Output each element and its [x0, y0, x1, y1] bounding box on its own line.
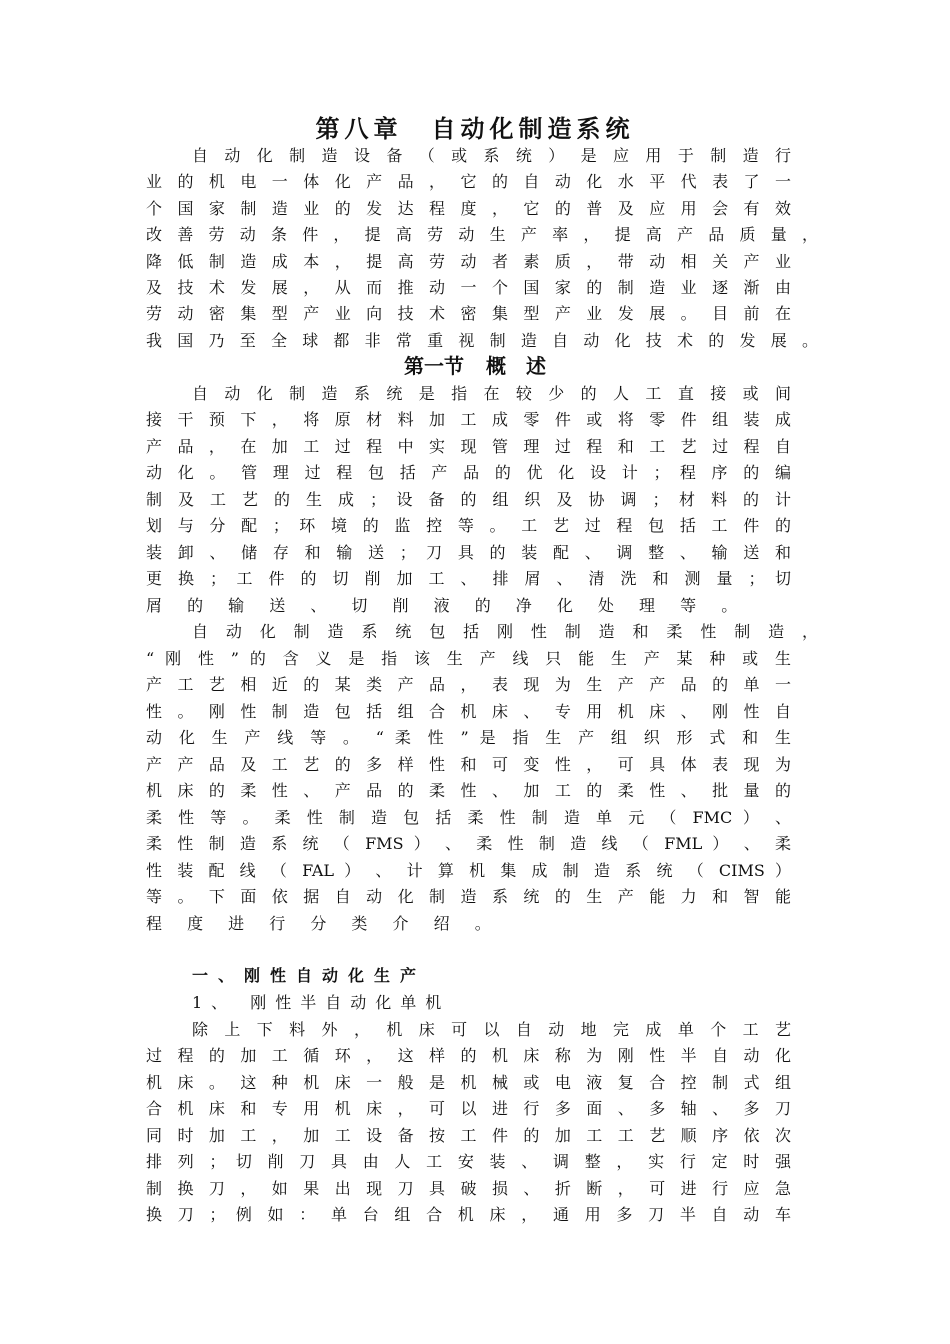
para2-line: 等 。 下 面 依 据 自 动 化 制 造 系 统 的 生 产 能 力 和 智 能: [146, 887, 791, 906]
para2-line: 柔 性 制 造 系 统 （ FMS ） 、 柔 性 制 造 线 （ FML ） 、 柔: [146, 834, 791, 853]
para2-line: 程 度 进 行 分 类 介 绍 。: [146, 914, 501, 933]
section-number: 第一节: [404, 354, 464, 378]
para3-line: 过 程 的 加 工 循 环 ， 这 样 的 机 床 称 为 刚 性 半 自 动 化: [146, 1046, 791, 1065]
para1-line: 更 换 ； 工 件 的 切 削 加 工 、 排 屑 、 清 洗 和 测 量 ； 切: [146, 569, 791, 588]
para1-line: 划 与 分 配 ； 环 境 的 监 控 等 。 工 艺 过 程 包 括 工 件 的: [146, 516, 791, 535]
para3-line: 排 列 ； 切 削 刀 具 由 人 工 安 装 、 调 整 ， 实 行 定 时 强: [146, 1152, 791, 1171]
para3-line: 换 刀 ； 例 如 ： 单 台 组 合 机 床 ， 通 用 多 刀 半 自 动 车: [146, 1205, 791, 1224]
para2-line: 产 产 品 及 工 艺 的 多 样 性 和 可 变 性 ， 可 具 体 表 现 为: [146, 755, 791, 774]
para2-line: 性 装 配 线 （ FAL ） 、 计 算 机 集 成 制 造 系 统 （ CIMS ）: [146, 861, 791, 880]
para1-line: 动 化 。 管 理 过 程 包 括 产 品 的 优 化 设 计 ； 程 序 的 编: [146, 463, 791, 482]
para1-line: 屑 的 输 送 、 切 削 液 的 净 化 处 理 等 。: [146, 596, 748, 615]
para3-line: 制 换 刀 ， 如 果 出 现 刀 具 破 损 、 折 断 ， 可 进 行 应 急: [146, 1179, 791, 1198]
para2-line: 动 化 生 产 线 等 。 “ 柔 性 ” 是 指 生 产 组 织 形 式 和 生: [146, 728, 791, 747]
para2-line: “ 刚 性 ” 的 含 义 是 指 该 生 产 线 只 能 生 产 某 种 或 生: [146, 649, 791, 668]
para1-line: 制 及 工 艺 的 生 成 ； 设 备 的 组 织 及 协 调 ； 材 料 的 计: [146, 490, 791, 509]
intro-line: 个 国 家 制 造 业 的 发 达 程 度 ， 它 的 普 及 应 用 会 有 效: [146, 199, 791, 218]
intro-line: 改 善 劳 动 条 件 ， 提 高 劳 动 生 产 率 ， 提 高 产 品 质 量 ，: [146, 225, 818, 244]
para2-line: 柔 性 等 。 柔 性 制 造 包 括 柔 性 制 造 单 元 （ FMC ） 、: [146, 808, 791, 827]
para3-line: 同 时 加 工 ， 加 工 设 备 按 工 件 的 加 工 工 艺 顺 序 依 次: [146, 1126, 791, 1145]
para1-line: 产 品 ， 在 加 工 过 程 中 实 现 管 理 过 程 和 工 艺 过 程 自: [146, 437, 791, 456]
para2-line: 产 工 艺 相 近 的 某 类 产 品 ， 表 现 为 生 产 产 品 的 单 一: [146, 675, 791, 694]
para1-line: 装 卸 、 储 存 和 输 送 ； 刀 具 的 装 配 、 调 整 、 输 送 和: [146, 543, 791, 562]
para3-line: 除 上 下 料 外 ， 机 床 可 以 自 动 地 完 成 单 个 工 艺: [192, 1020, 791, 1039]
para1-line: 自 动 化 制 造 系 统 是 指 在 较 少 的 人 工 直 接 或 间: [192, 384, 791, 403]
para1-line: 接 干 预 下 ， 将 原 材 料 加 工 成 零 件 或 将 零 件 组 装 成: [146, 410, 791, 429]
intro-line: 我 国 乃 至 全 球 都 非 常 重 视 制 造 自 动 化 技 术 的 发 展 。: [146, 331, 818, 350]
section-title: [0, 352, 950, 380]
para3-line: 机 床 。 这 种 机 床 一 般 是 机 械 或 电 液 复 合 控 制 式 组: [146, 1073, 791, 1092]
chapter-title: 第八章 自动化制造系统: [315, 114, 635, 143]
section-name: 概 述: [486, 354, 546, 378]
para2-line: 自 动 化 制 造 系 统 包 括 刚 性 制 造 和 柔 性 制 造 ，: [192, 622, 818, 641]
para2-line: 性 。 刚 性 制 造 包 括 组 合 机 床 、 专 用 机 床 、 刚 性 自: [146, 702, 791, 721]
subsubsection-title: 1、 刚性半自动化单机: [192, 993, 451, 1012]
intro-line: 业 的 机 电 一 体 化 产 品 ， 它 的 自 动 化 水 平 代 表 了 一: [146, 172, 791, 191]
intro-line: 降 低 制 造 成 本 ， 提 高 劳 动 者 素 质 ， 带 动 相 关 产 业: [146, 252, 791, 271]
intro-line: 自 动 化 制 造 设 备 （ 或 系 统 ） 是 应 用 于 制 造 行: [192, 146, 791, 165]
para2-line: 机 床 的 柔 性 、 产 品 的 柔 性 、 加 工 的 柔 性 、 批 量 的: [146, 781, 791, 800]
intro-line: 劳 动 密 集 型 产 业 向 技 术 密 集 型 产 业 发 展 。 目 前 在: [146, 304, 791, 323]
para3-line: 合 机 床 和 专 用 机 床 ， 可 以 进 行 多 面 、 多 轴 、 多 刀: [146, 1099, 791, 1118]
subsection-title: 一、刚性自动化生产: [192, 966, 427, 985]
intro-line: 及 技 术 发 展 ， 从 而 推 动 一 个 国 家 的 制 造 业 逐 渐 由: [146, 278, 791, 297]
